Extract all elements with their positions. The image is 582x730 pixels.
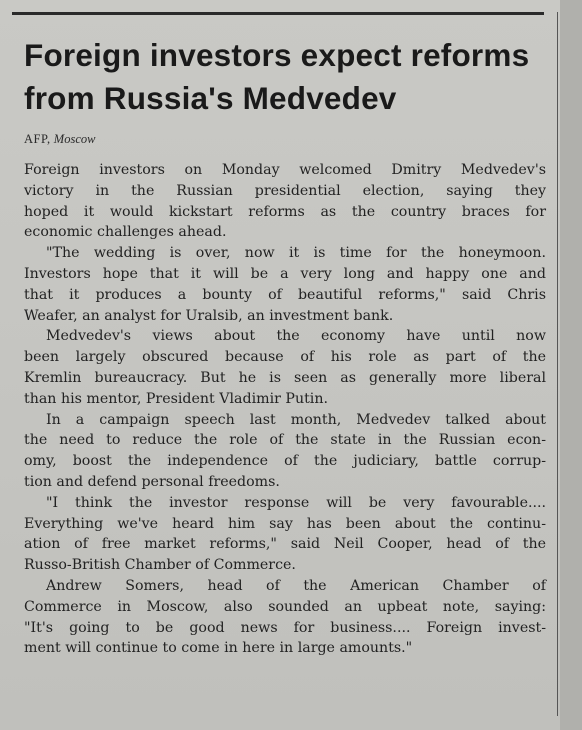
article [24, 34, 546, 659]
adjacent-column-edge [560, 0, 582, 730]
headline-line-2: from Russia's Medvedev [24, 80, 397, 116]
paragraph-line: omy, boost the independence of the judiciary, battle corrup- [24, 453, 546, 470]
paragraph [24, 576, 546, 659]
byline [24, 132, 546, 150]
paragraph [24, 493, 546, 576]
paragraph-line: Everything we've heard him say has been about the continu- [24, 515, 546, 532]
paragraph-line: Investors hope that it will be a very long and happy one and [24, 265, 546, 282]
paragraph-line: victory in the Russian presidential election, saying they [24, 182, 546, 199]
paragraph-line: than his mentor, President Vladimir Putin. [24, 390, 328, 407]
paragraph-line: In a campaign speech last month, Medvedev talked about [46, 411, 546, 428]
paragraph-line: tion and defend personal freedoms. [24, 473, 280, 490]
paragraph [24, 243, 546, 326]
paragraph-line: that it produces a bounty of beautiful reforms," said Chris [24, 286, 546, 303]
paragraph-line: hoped it would kickstart reforms as the country braces for [24, 203, 546, 220]
byline-location: Moscow [53, 132, 96, 146]
paragraph-line: the need to reduce the role of the state in the Russian econ- [24, 432, 546, 449]
paragraph [24, 326, 546, 409]
paragraph-line: Commerce in Moscow, also sounded an upbeat note, saying: [24, 598, 546, 615]
paragraph-line: ment will continue to come in here in large amounts." [24, 640, 413, 657]
paragraph [24, 410, 546, 493]
paragraph-line: Andrew Somers, head of the American Chamber of [46, 577, 546, 594]
column-rule [557, 12, 558, 716]
byline-agency: AFP, [24, 132, 51, 146]
paragraph-line: Kremlin bureaucracy. But he is seen as generally more liberal [24, 369, 546, 386]
headline [24, 34, 546, 120]
top-rule [12, 12, 544, 15]
paragraph-line: "It's going to be good news for business.... Foreign invest- [24, 619, 546, 636]
paragraph-line: been largely obscured because of his role as part of the [24, 349, 546, 366]
paragraph-line: ation of free market reforms," said Neil Cooper, head of the [24, 536, 546, 553]
paragraph-line: Russo-British Chamber of Commerce. [24, 557, 296, 574]
paragraph-line: Weafer, an analyst for Uralsib, an investment bank. [24, 307, 394, 324]
paragraph-line: economic challenges ahead. [24, 224, 227, 241]
paragraph [24, 160, 546, 243]
headline-line-1: Foreign investors expect reforms [24, 37, 530, 73]
paragraph-line: Medvedev's views about the economy have until now [46, 328, 546, 345]
paragraph-line: "I think the investor response will be very favourable.... [46, 494, 546, 511]
paragraph-line: Foreign investors on Monday welcomed Dmitry Medvedev's [24, 162, 546, 178]
article-body [24, 160, 546, 659]
paragraph-line: "The wedding is over, now it is time for the honeymoon. [46, 245, 546, 262]
